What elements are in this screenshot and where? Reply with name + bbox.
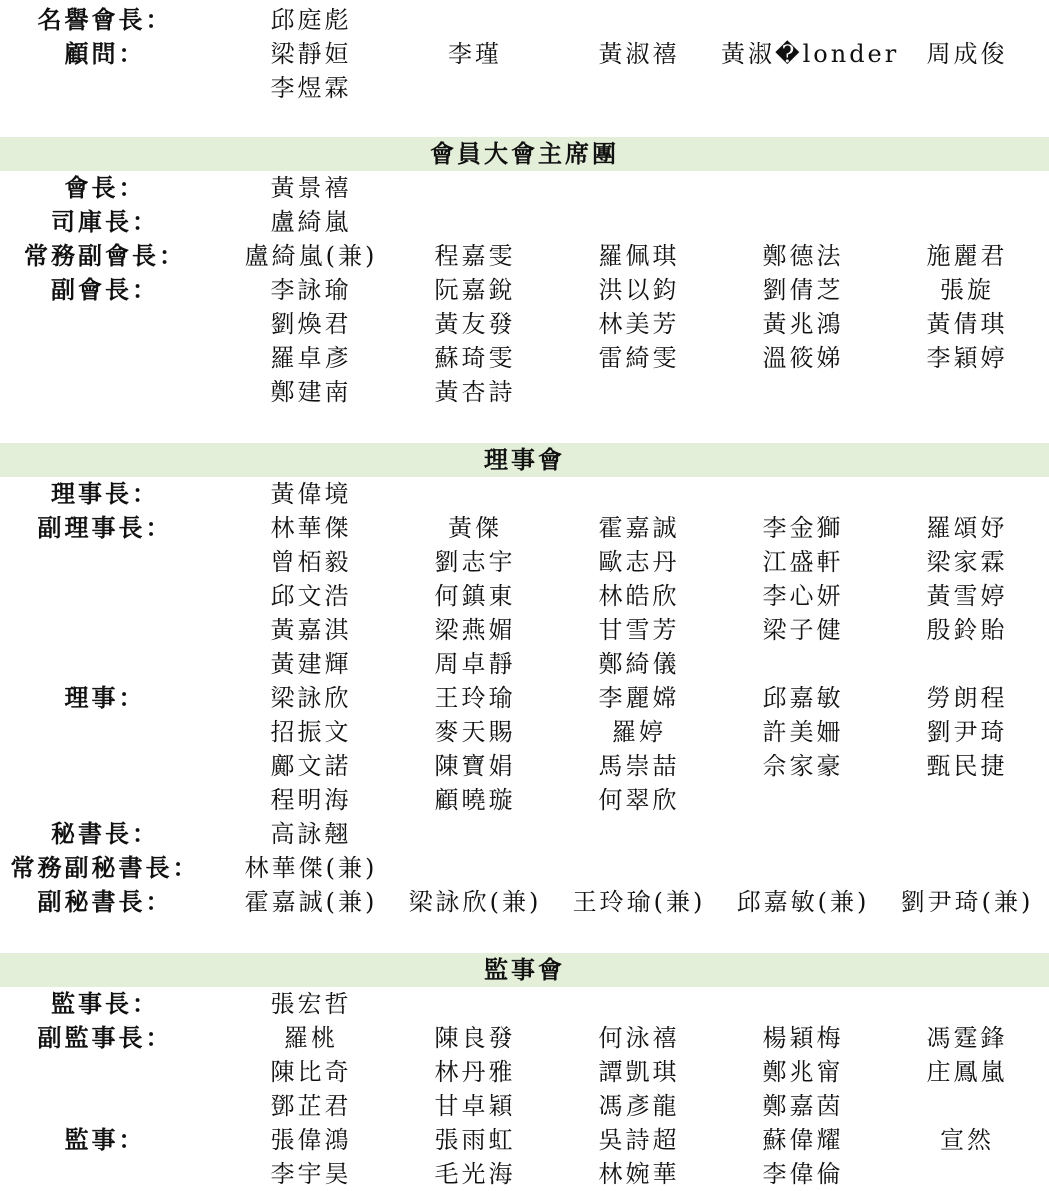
member-name: 梁靜姮 [270,40,352,68]
member-name: 黃雪婷 [926,582,1008,610]
member-name: 邱嘉敏(兼) [736,888,870,916]
member-name: 黃杏詩 [434,378,516,406]
role-label: 副理事長： [37,513,173,542]
member-name: 羅頌妤 [926,514,1008,542]
roster-row [0,749,1049,783]
member-name: 高詠翹 [270,820,352,848]
member-name: 羅婷 [612,718,666,746]
member-name: 劉尹琦 [926,718,1008,746]
roster-row [0,545,1049,579]
roster-row [0,341,1049,375]
member-name: 馮霆鋒 [926,1024,1008,1052]
role-label: 副監事長： [37,1023,173,1052]
member-name: 邱庭彪 [270,6,352,34]
member-name: 楊穎梅 [762,1024,844,1052]
roster-row [0,205,1049,239]
member-name: 程嘉雯 [434,242,516,270]
member-name: 霍嘉誠(兼) [244,888,378,916]
member-name: 甘卓穎 [434,1092,516,1120]
member-name: 蘇琦雯 [434,344,516,372]
roster-row [0,3,1049,37]
member-name: 盧綺嵐 [270,208,352,236]
member-name: 黃淑�londer [721,40,900,68]
member-name: 鄭建南 [270,378,352,406]
member-name: 鄭兆甯 [762,1058,844,1086]
member-name: 梁詠欣 [270,684,352,712]
member-name: 許美姍 [762,718,844,746]
member-name: 勞朗程 [926,684,1008,712]
member-name: 梁子健 [762,616,844,644]
member-name: 黃兆鴻 [762,310,844,338]
member-name: 鄭嘉茵 [762,1092,844,1120]
role-label: 監事長： [51,989,159,1018]
role-label: 司庫長： [51,207,159,236]
member-name: 宣然 [940,1126,994,1154]
member-name: 李瑾 [448,40,502,68]
role-label: 顧問： [64,39,146,68]
roster-row [0,171,1049,205]
roster-row [0,239,1049,273]
member-name: 歐志丹 [598,548,680,576]
roster-row [0,477,1049,511]
member-name: 林丹雅 [434,1058,516,1086]
role-label: 副秘書長： [37,887,173,916]
member-name: 梁燕媚 [434,616,516,644]
member-name: 招振文 [270,718,352,746]
member-name: 王玲瑜 [434,684,516,712]
member-name: 邱文浩 [270,582,352,610]
member-name: 黃淑禧 [598,40,680,68]
role-label: 理事長： [51,479,159,508]
member-name: 黃傑 [448,514,502,542]
roster-row [0,579,1049,613]
member-name: 曾栢毅 [270,548,352,576]
member-name: 李宇昊 [270,1160,352,1188]
member-name: 施麗君 [926,242,1008,270]
member-name: 佘家豪 [762,752,844,780]
member-name: 麥天賜 [434,718,516,746]
roster-row [0,273,1049,307]
member-name: 梁家霖 [926,548,1008,576]
roster-row [0,783,1049,817]
member-name: 羅佩琪 [598,242,680,270]
member-name: 何泳禧 [598,1024,680,1052]
roster-row [0,375,1049,409]
member-name: 黃倩琪 [926,310,1008,338]
member-name: 霍嘉誠 [598,514,680,542]
roster-row [0,851,1049,885]
member-name: 洪以鈞 [598,276,680,304]
roster-row [0,1021,1049,1055]
member-name: 顧曉璇 [434,786,516,814]
member-name: 張雨虹 [434,1126,516,1154]
member-name: 庄鳳嵐 [926,1058,1008,1086]
roster-row [0,987,1049,1021]
section-header: 監事會 [0,953,1049,987]
role-label: 常務副會長： [24,241,186,270]
member-name: 黃偉境 [270,480,352,508]
member-name: 王玲瑜(兼) [572,888,706,916]
role-label: 常務副秘書長： [10,853,200,882]
roster-row [0,1089,1049,1123]
section-header: 理事會 [0,443,1049,477]
member-name: 李麗嫦 [598,684,680,712]
member-name: 劉煥君 [270,310,352,338]
member-name: 陳比奇 [270,1058,352,1086]
roster-row [0,647,1049,681]
roster-row [0,885,1049,919]
member-name: 梁詠欣(兼) [408,888,542,916]
role-label: 理事： [64,683,146,712]
role-label: 名譽會長： [37,5,173,34]
member-name: 劉志宇 [434,548,516,576]
role-label: 監事： [64,1125,146,1154]
member-name: 林美芳 [598,310,680,338]
member-name: 林華傑 [270,514,352,542]
member-name: 李穎婷 [926,344,1008,372]
role-label: 副會長： [51,275,159,304]
role-label: 會長： [64,173,146,202]
roster-row [0,307,1049,341]
member-name: 林華傑(兼) [244,854,378,882]
roster-row [0,1157,1049,1191]
member-name: 黃嘉淇 [270,616,352,644]
member-name: 甘雪芳 [598,616,680,644]
roster-row [0,817,1049,851]
member-name: 殷鈴貽 [926,616,1008,644]
member-name: 何鎮東 [434,582,516,610]
member-name: 毛光海 [434,1160,516,1188]
member-name: 邱嘉敏 [762,684,844,712]
member-name: 陳寶娟 [434,752,516,780]
member-name: 鄭綺儀 [598,650,680,678]
roster-row [0,681,1049,715]
member-name: 李偉倫 [762,1160,844,1188]
section-header: 會員大會主席團 [0,137,1049,171]
member-name: 羅桃 [284,1024,338,1052]
member-name: 譚凱琪 [598,1058,680,1086]
roster-row [0,715,1049,749]
roster-row [0,1055,1049,1089]
member-name: 羅卓彥 [270,344,352,372]
member-name: 林婉華 [598,1160,680,1188]
role-label: 秘書長： [51,819,159,848]
member-name: 林皓欣 [598,582,680,610]
member-name: 程明海 [270,786,352,814]
member-name: 甄民捷 [926,752,1008,780]
member-name: 黃友發 [434,310,516,338]
member-name: 李詠瑜 [270,276,352,304]
member-name: 李心妍 [762,582,844,610]
member-name: 江盛軒 [762,548,844,576]
member-name: 溫筱娣 [762,344,844,372]
member-name: 蘇偉耀 [762,1126,844,1154]
member-name: 黃建輝 [270,650,352,678]
member-name: 張偉鴻 [270,1126,352,1154]
member-name: 鄧芷君 [270,1092,352,1120]
member-name: 張宏哲 [270,990,352,1018]
member-name: 李煜霖 [270,74,352,102]
member-name: 鄭德法 [762,242,844,270]
member-name: 吳詩超 [598,1126,680,1154]
member-name: 周卓靜 [434,650,516,678]
member-name: 馬崇喆 [598,752,680,780]
member-name: 阮嘉銳 [434,276,516,304]
roster-row [0,37,1049,71]
member-name: 黃景禧 [270,174,352,202]
member-name: 周成俊 [926,40,1008,68]
roster-row [0,71,1049,105]
member-name: 馮彥龍 [598,1092,680,1120]
member-name: 盧綺嵐(兼) [244,242,378,270]
roster-row [0,613,1049,647]
member-name: 雷綺雯 [598,344,680,372]
roster-row [0,1123,1049,1157]
member-name: 鄺文諾 [270,752,352,780]
member-name: 何翠欣 [598,786,680,814]
member-name: 陳良發 [434,1024,516,1052]
member-name: 張旋 [940,276,994,304]
roster-row [0,511,1049,545]
member-name: 劉尹琦(兼) [900,888,1034,916]
member-name: 李金獅 [762,514,844,542]
member-name: 劉倩芝 [762,276,844,304]
